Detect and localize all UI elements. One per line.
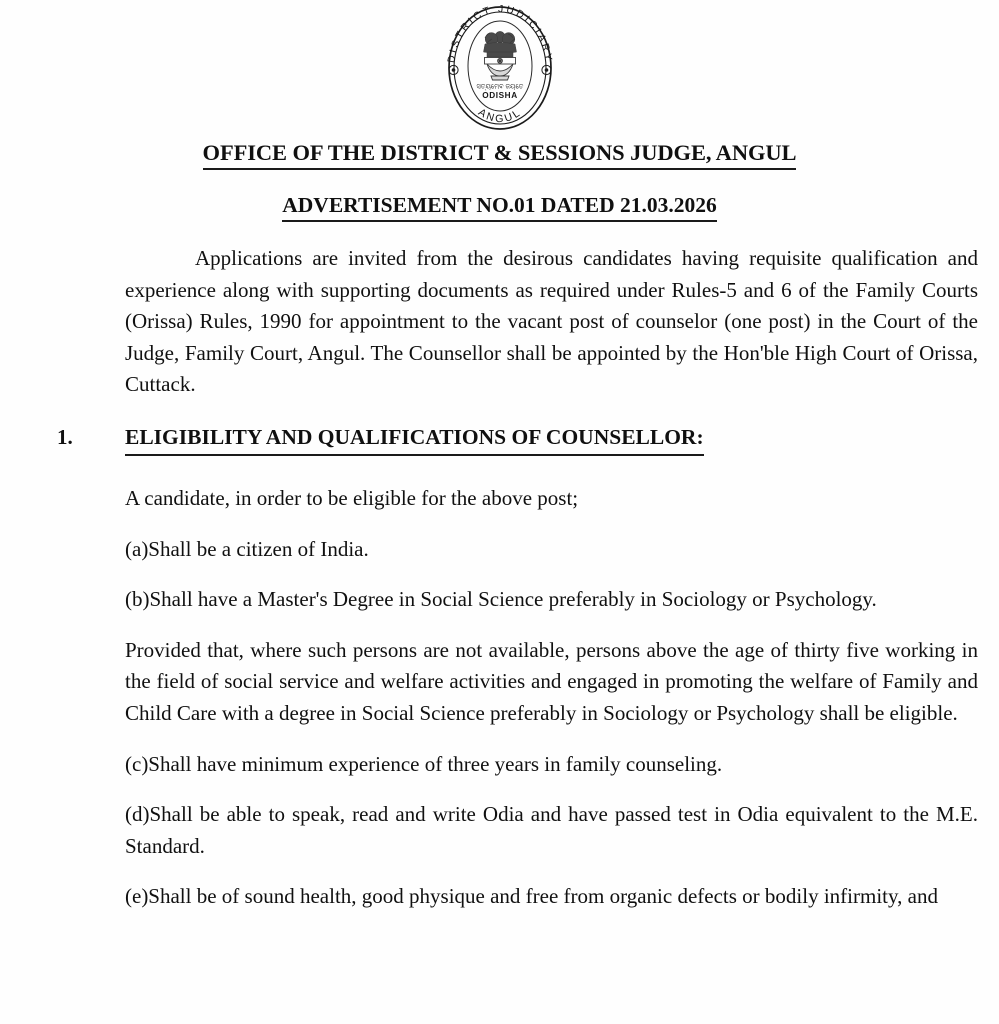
spacer [125,515,978,534]
eligibility-item-e: (e)Shall be of sound health, good physique and free from organic defects or bodily infirmity, and [125,884,938,909]
advertisement-title-block [0,193,999,222]
section-1-heading-row [57,422,978,464]
office-title-block [0,140,999,170]
advertisement-number-heading: ADVERTISEMENT NO.01 DATED 21.03.2026 [282,193,716,222]
spacer [125,616,978,635]
section-1-title: ELIGIBILITY AND QUALIFICATIONS OF COUNSELLOR: [125,422,704,456]
spacer [125,565,978,584]
svg-text:ସତ୍ୟମେବ ଜୟତେ: ସତ୍ୟମେବ ଜୟତେ [475,83,524,91]
document-body [57,243,978,913]
section-number: 1. [57,424,73,449]
spacer [125,730,978,749]
page-title: OFFICE OF THE DISTRICT & SESSIONS JUDGE, ANGUL [203,140,797,170]
seal-container [0,4,999,132]
district-judiciary-angul-seal [438,4,562,132]
eligibility-item-b: (b)Shall have a Master's Degree in Social Science preferably in Sociology or Psychology. [125,587,877,612]
eligibility-item-d: (d)Shall be able to speak, read and write Odia and have passed test in Odia equivalent to the M.E. Standard. [125,802,978,858]
svg-text:ODISHA: ODISHA [481,91,518,100]
eligibility-item-c: (c)Shall have minimum experience of three years in family counseling. [125,751,723,776]
spacer [125,464,978,483]
svg-text:DISTRICT JUDICIARY: DISTRICT JUDICIARY [445,4,554,64]
spacer [125,780,978,799]
spacer [125,862,978,881]
svg-text:ANGUL: ANGUL [475,106,524,126]
spacer [125,401,978,422]
eligibility-item-a: (a)Shall be a citizen of India. [125,536,369,561]
eligibility-proviso: Provided that, where such persons are not available, persons above the age of thirty five working in the field of social service and welfare activities and engaged in promoting the welfare of Family and Child Care with a degree in Social Science preferably in Sociology or Psychology shall be eligible. [125,637,978,725]
intro-paragraph: Applications are invited from the desirous candidates having requisite qualification and experience along with supporting documents as required under Rules-5 and 6 of the Family Courts (Orissa) Rules, 1990 for appointment to the vacant post of counselor (one post) in the Court of the Judge, Family Court, Angul. The Counsellor shall be appointed by the Hon'ble High Court of Orissa, Cuttack. [125,246,978,397]
section-1-lead-in: A candidate, in order to be eligible for the above post; [125,485,579,510]
